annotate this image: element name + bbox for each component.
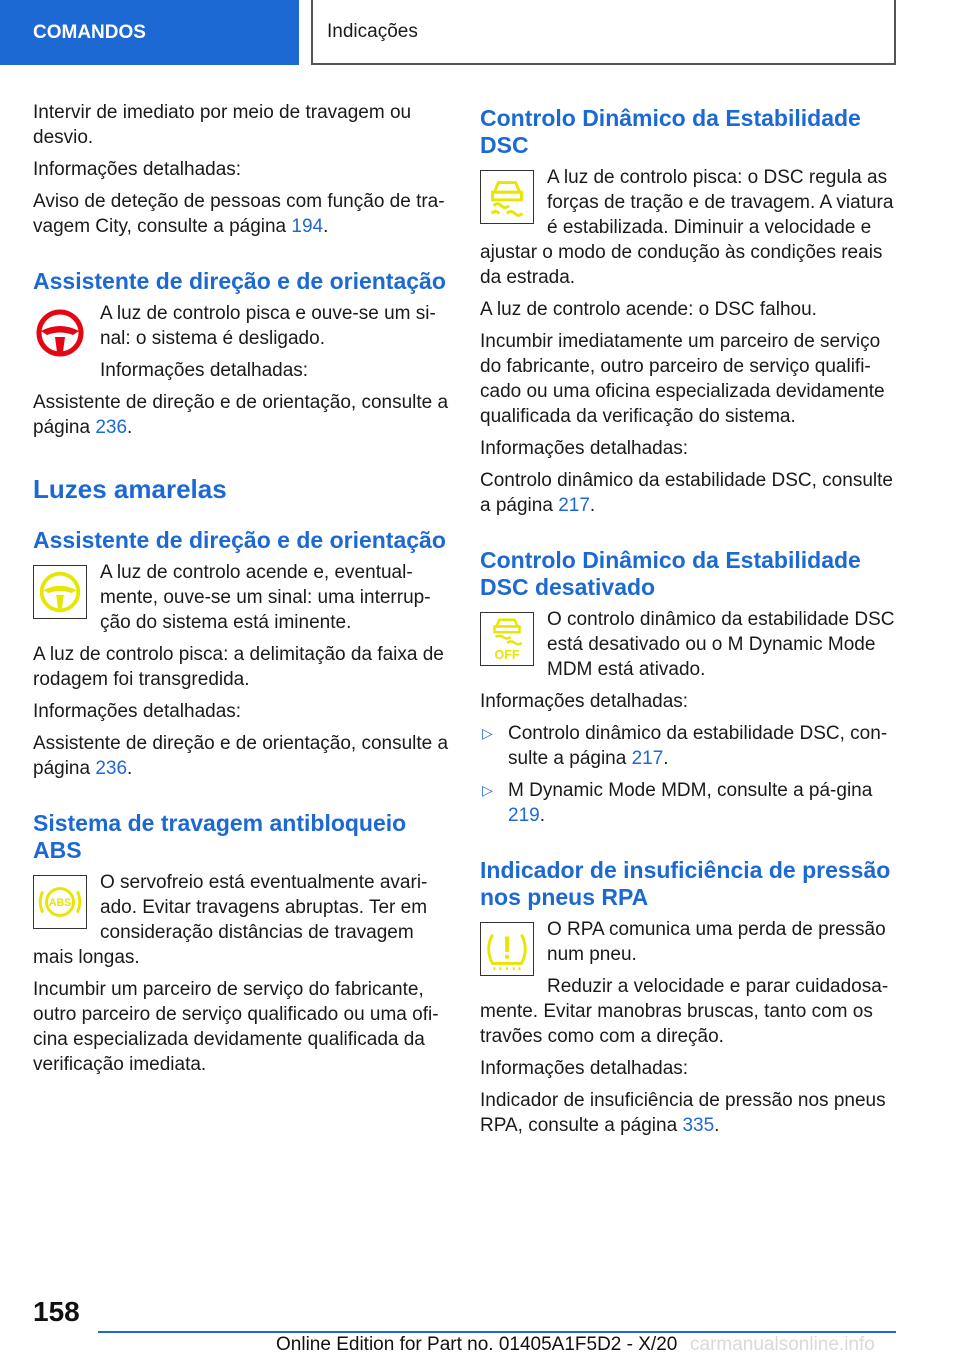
paragraph: A luz de controlo pisca e ouve-se um si-nal: o sistema é desligado. [100, 303, 436, 349]
dsc-skid-icon [480, 170, 534, 224]
paragraph: Informações detalhadas: [33, 159, 242, 180]
section-heading: Assistente de direção e de orientação [33, 268, 446, 294]
paragraph: Assistente de direção e de orientação, consulte a página 236. [33, 392, 449, 438]
paragraph: Informações detalhadas: [480, 691, 689, 712]
paragraph: Informações detalhadas: [33, 701, 242, 722]
footer-rule [98, 1331, 896, 1333]
steering-wheel-yellow-icon [33, 565, 87, 619]
section-title: COMANDOS [33, 21, 146, 43]
paragraph: A luz de controlo pisca: a delimitação da faixa de rodagem foi transgredida. [33, 644, 444, 690]
svg-text:OFF: OFF [494, 648, 520, 663]
paragraph: A luz de controlo acende e, eventual-mente, ouve-se um sinal: uma interrup-ção do sistema está iminente. [100, 562, 431, 633]
section-heading: Assistente de direção e de orientação [33, 527, 446, 553]
steering-wheel-red-icon [33, 306, 87, 360]
page-link[interactable]: 236 [95, 758, 128, 779]
list-item: ▷ Controlo dinâmico da estabilidade DSC, con-sulte a página 217. [482, 723, 888, 769]
section-heading: Controlo Dinâmico da Estabilidade DSC desativado [480, 547, 861, 600]
paragraph: O RPA comunica uma perda de pressão num pneu. [547, 919, 886, 965]
list-item: ▷ M Dynamic Mode MDM, consulte a pá-gina 219. [482, 780, 873, 826]
triangle-bullet-icon: ▷ [482, 782, 493, 798]
svg-text:ABS: ABS [48, 896, 72, 909]
abs-warning-icon [33, 875, 87, 929]
watermark: carmanualsonline.info [690, 1334, 875, 1355]
page-link[interactable]: 194 [291, 216, 324, 237]
section-heading: Sistema de travagem antibloqueio ABS [33, 810, 407, 863]
paragraph: Controlo dinâmico da estabilidade DSC, consulte a página 217. [480, 470, 893, 516]
tire-pressure-icon [480, 922, 534, 976]
chapter-title: Indicações [327, 20, 418, 42]
section-heading: Luzes amarelas [33, 474, 227, 504]
paragraph: A luz de controlo pisca: o DSC regula as forças de tração e de travagem. A viatura é estabilizada. Diminuir a velocidade e ajustar o modo de condução às condições reais da estrada. [480, 167, 894, 288]
triangle-bullet-icon: ▷ [482, 725, 493, 741]
paragraph: Indicador de insuficiência de pressão nos pneus RPA, consulte a página 335. [480, 1090, 886, 1136]
dsc-off-icon [480, 612, 534, 666]
paragraph: O controlo dinâmico da estabilidade DSC está desativado ou o M Dynamic Mode MDM está ativado. [547, 609, 895, 680]
paragraph: Incumbir um parceiro de serviço do fabricante, outro parceiro de serviço qualificado ou uma ofi-cina especializada devidamente qualificada da verificação imediata. [33, 979, 439, 1075]
paragraph: Informações detalhadas: [100, 360, 309, 381]
paragraph: Intervir de imediato por meio de travagem ou desvio. [33, 102, 412, 148]
section-tab [0, 0, 299, 65]
page-link[interactable]: 217 [631, 748, 664, 769]
left-column [33, 100, 449, 1084]
section-heading: Indicador de insuficiência de pressão nos pneus RPA [480, 857, 891, 910]
paragraph: Reduzir a velocidade e parar cuidadosa-mente. Evitar manobras bruscas, tanto com os travões como com a direção. [480, 976, 889, 1047]
paragraph: Incumbir imediatamente um parceiro de serviço do fabricante, outro parceiro de serviço qualifi-cado ou uma oficina especializada devidamente qualificada da verificação do sistema. [480, 331, 885, 427]
page-link[interactable]: 219 [508, 805, 540, 826]
page-link[interactable]: 217 [558, 495, 590, 516]
footer-edition: Online Edition for Part no. 01405A1F5D2 - X/20 [276, 1334, 678, 1355]
page-link[interactable]: 236 [95, 417, 128, 438]
paragraph: A luz de controlo acende: o DSC falhou. [480, 299, 817, 320]
page-number: 158 [33, 1296, 80, 1327]
page-link[interactable]: 335 [682, 1115, 715, 1136]
paragraph: Assistente de direção e de orientação, consulte a página 236. [33, 733, 449, 779]
paragraph: O servofreio está eventualmente avari-ado. Evitar travagens abruptas. Ter em consideração distâncias de travagem mais longas. [33, 872, 428, 968]
chapter-tab [311, 0, 896, 65]
paragraph: Informações detalhadas: [480, 438, 689, 459]
paragraph: Informações detalhadas: [480, 1058, 689, 1079]
section-heading: Controlo Dinâmico da Estabilidade DSC [480, 105, 861, 158]
paragraph: Aviso de deteção de pessoas com função de tra-vagem City, consulte a página 194. [33, 191, 445, 237]
right-column [480, 100, 896, 1145]
